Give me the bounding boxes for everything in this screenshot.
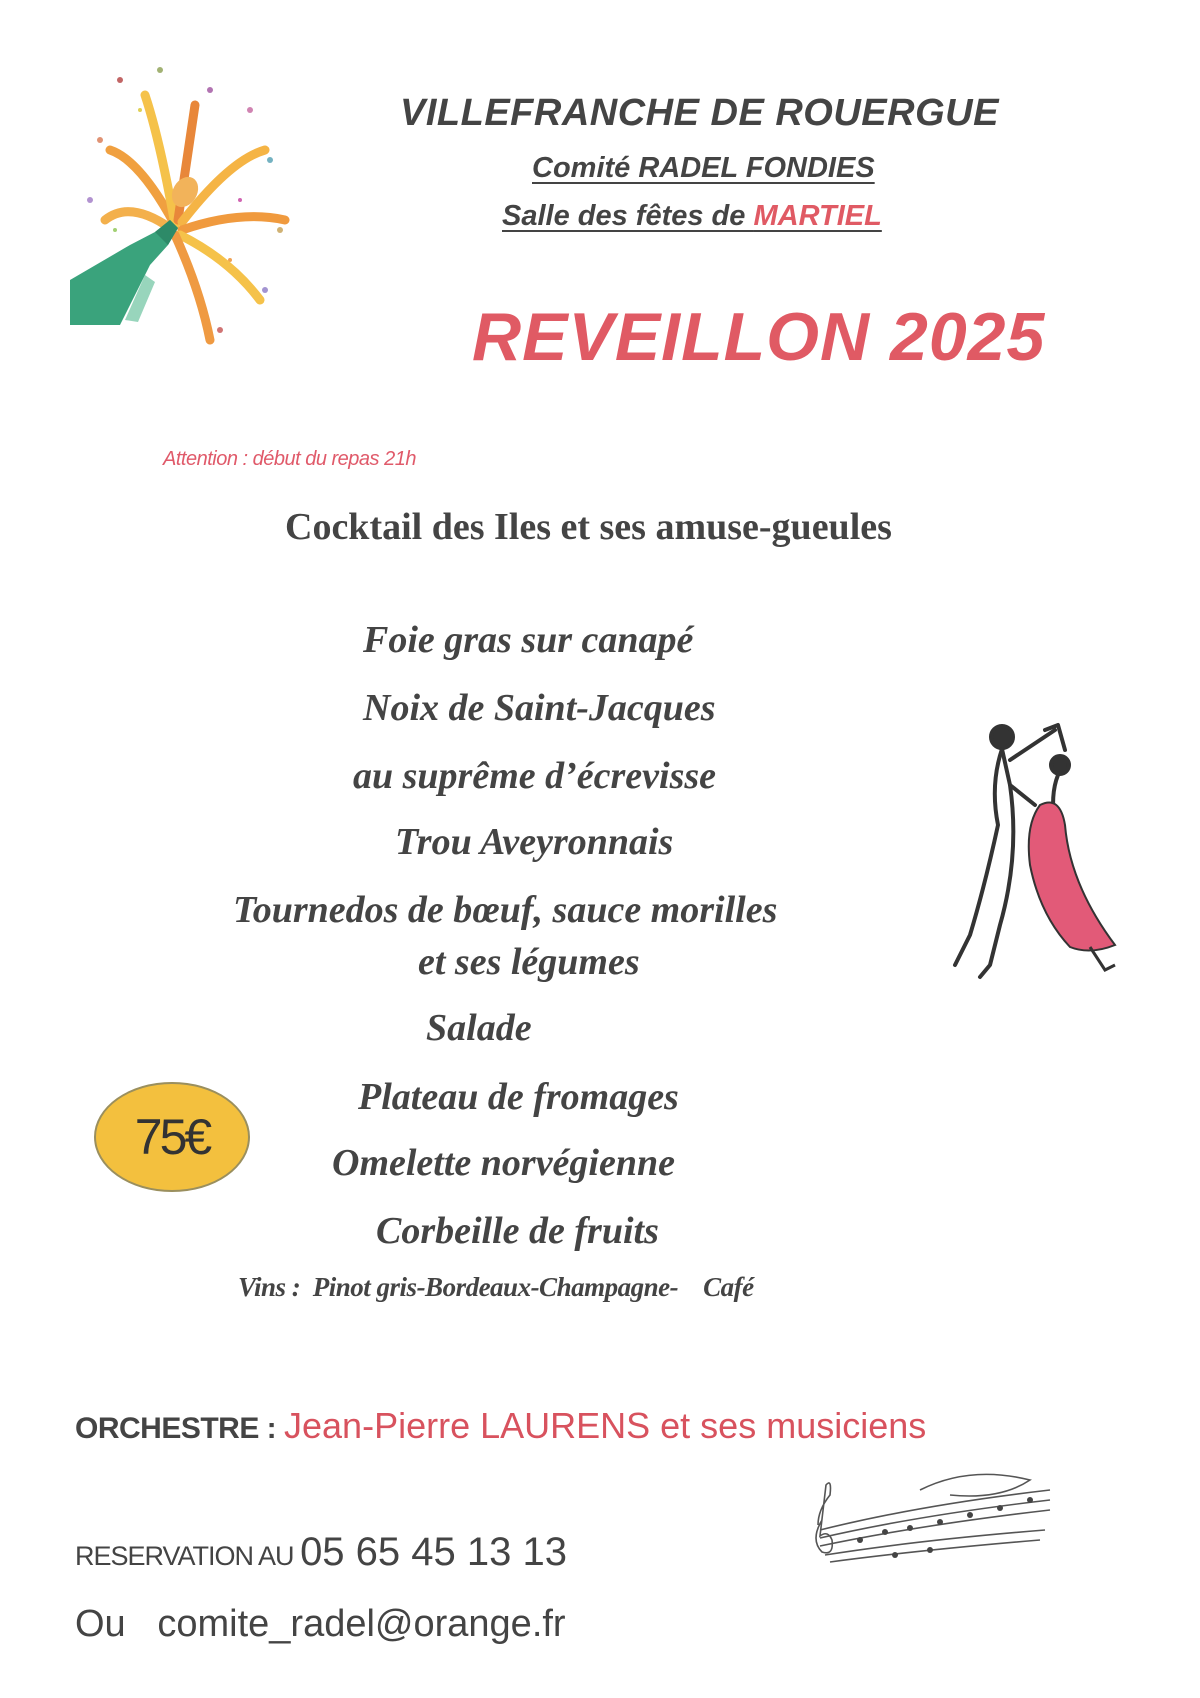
- venue-name: MARTIEL: [753, 200, 882, 232]
- champagne-bottle-icon: [70, 50, 300, 360]
- menu-item: Plateau de fromages: [358, 1076, 679, 1118]
- event-title: REVEILLON 2025: [472, 299, 1046, 375]
- dancing-couple-icon: [940, 715, 1120, 995]
- menu-item: Salade: [426, 1007, 532, 1049]
- start-time-notice: Attention : début du repas 21h: [163, 448, 416, 470]
- cocktail-line: Cocktail des Iles et ses amuse-gueules: [285, 506, 892, 548]
- reservation-label: RESERVATION AU: [75, 1541, 301, 1571]
- wines-line: Vins : Pinot gris-Bordeaux-Champagne- Café: [238, 1272, 754, 1302]
- orchestra-line: [75, 1405, 926, 1447]
- menu-item: au suprême d’écrevisse: [353, 755, 717, 797]
- reservation-line: [75, 1530, 567, 1575]
- menu-item: Tournedos de bœuf, sauce morilles: [233, 889, 778, 931]
- orchestra-name: Jean-Pierre LAURENS et ses musiciens: [284, 1405, 927, 1446]
- reservation-email: Ou comite_radel@orange.fr: [75, 1603, 566, 1645]
- price-badge: 75€: [94, 1082, 250, 1192]
- menu-item: Noix de Saint-Jacques: [363, 687, 716, 729]
- menu-item: Foie gras sur canapé: [363, 619, 694, 661]
- venue-heading: [502, 200, 882, 233]
- menu-item: Omelette norvégienne: [332, 1142, 675, 1184]
- menu-item: Corbeille de fruits: [376, 1210, 659, 1252]
- venue-prefix: Salle des fêtes de: [502, 200, 754, 232]
- town-heading: VILLEFRANCHE DE ROUERGUE: [400, 92, 999, 134]
- committee-heading: Comité RADEL FONDIES: [532, 152, 875, 184]
- menu-item: Trou Aveyronnais: [395, 821, 674, 863]
- orchestra-label: ORCHESTRE :: [75, 1412, 285, 1445]
- reservation-phone: 05 65 45 13 13: [300, 1530, 567, 1574]
- menu-item: et ses légumes: [418, 941, 640, 983]
- music-notes-icon: [800, 1470, 1060, 1580]
